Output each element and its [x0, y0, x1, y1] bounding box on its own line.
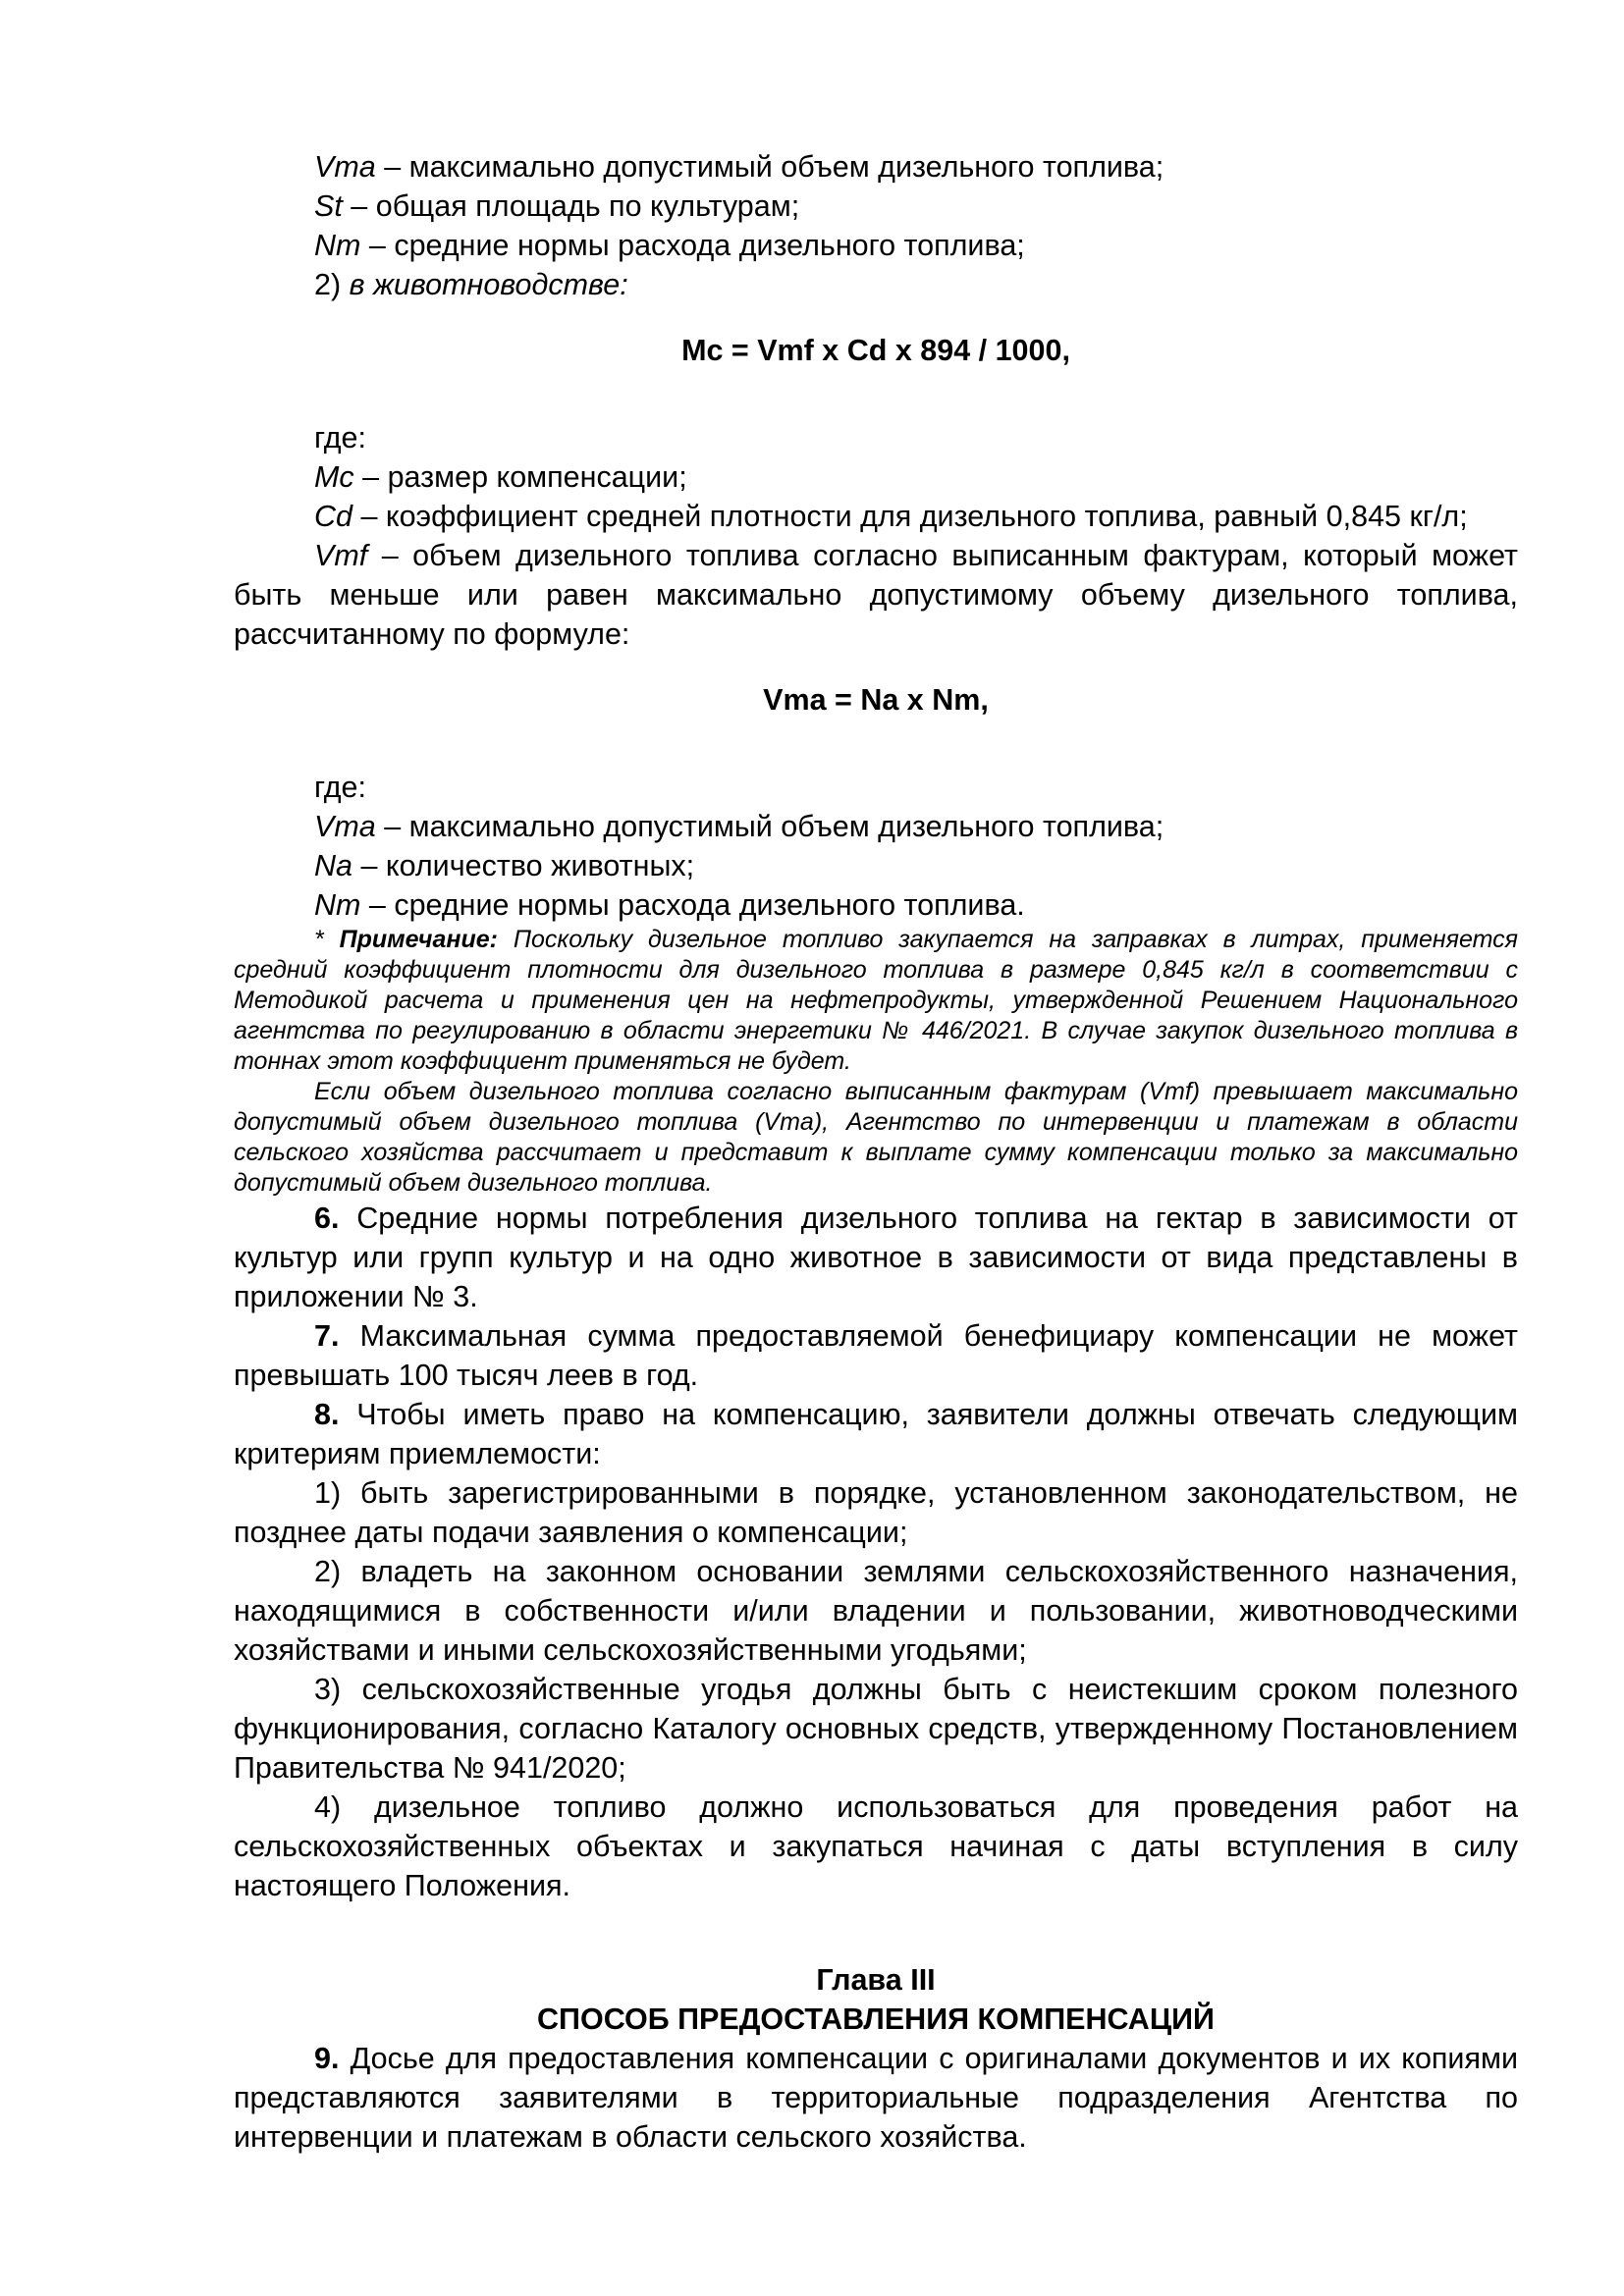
- where-label-2: где:: [314, 771, 366, 804]
- definition-nm-top: Nm – средние нормы расхода дизельного топлива;: [314, 229, 1025, 262]
- livestock-subitem: 2) в животноводстве:: [314, 268, 628, 301]
- chapter-number: Глава III: [816, 1963, 936, 1997]
- note-label: Примечание:: [339, 926, 498, 953]
- definition-na: Na – количество животных;: [314, 849, 695, 882]
- point-7: 7. Максимальная сумма предоставляемой бенефициару компенсации не может превышать 100 тысяч леев в год.: [234, 1319, 1518, 1392]
- definition-cd: Cd – коэффициент средней плотности для дизельного топлива, равный 0,845 кг/л;: [314, 500, 1468, 533]
- note-paragraph-2: Если объем дизельного топлива согласно выписанным фактурам (Vmf) превышает максимально допустимый объем дизельного топлива (Vma), Агентство по интервенции и платежам в области сельского хозяйства рассчитает и представит к выплате сумму компенсации только за максимально допустимый объем дизельного топлива.: [234, 1078, 1518, 1197]
- chapter-title: СПОСОБ ПРЕДОСТАВЛЕНИЯ КОМПЕНСАЦИЙ: [537, 2002, 1215, 2036]
- formula-vma: Vma = Na x Nm,: [763, 683, 989, 717]
- criterion-2: 2) владеть на законном основании землями сельскохозяйственного назначения, находящимися в собственности и/или владении и пользовании, животноводческими хозяйствами и иными сельскохозяйственными угодьями;: [234, 1555, 1518, 1667]
- definition-vma-bottom: Vma – максимально допустимый объем дизельного топлива;: [314, 810, 1164, 843]
- point-8: 8. Чтобы иметь право на компенсацию, заявители должны отвечать следующим критериям приемлемости:: [234, 1398, 1518, 1470]
- definition-nm-bottom: Nm – средние нормы расхода дизельного топлива.: [314, 888, 1025, 922]
- document-page: [234, 147, 1518, 2157]
- definition-mc: Mc – размер компенсации;: [314, 460, 687, 494]
- criterion-3: 3) сельскохозяйственные угодья должны быть с неистекшим сроком полезного функционирования, согласно Каталогу основных средств, утвержденному Постановлением Правительства № 941/2020;: [234, 1673, 1518, 1785]
- note-paragraph-1: * Примечание: Поскольку дизельное топливо закупается на заправках в литрах, применяется средний коэффициент плотности для дизельного топлива в размере 0,845 кг/л в соответствии с Методикой расчета и применения цен на нефтепродукты, утвержденной Решением Национального агентства по регулированию в области энергетики № 446/2021. В случае закупок дизельного топлива в тоннах этот коэффициент применяться не будет.: [234, 926, 1518, 1075]
- where-label-1: где:: [314, 421, 366, 454]
- definition-vmf: Vmf – объем дизельного топлива согласно выписанным фактурам, который может быть меньше или равен максимально допустимому объему дизельного топлива, рассчитанному по формуле:: [234, 539, 1518, 651]
- point-9: 9. Досье для предоставления компенсации с оригиналами документов и их копиями представляются заявителями в территориальные подразделения Агентства по интервенции и платежам в области сельского хозяйства.: [234, 2042, 1518, 2154]
- criterion-4: 4) дизельное топливо должно использоваться для проведения работ на сельскохозяйственных объектах и закупаться начиная с даты вступления в силу настоящего Положения.: [234, 1790, 1518, 1902]
- criterion-1: 1) быть зарегистрированными в порядке, установленном законодательством, не позднее даты подачи заявления о компенсации;: [234, 1476, 1518, 1549]
- definition-st: St – общая площадь по культурам;: [314, 189, 800, 223]
- definition-vma-top: Vma – максимально допустимый объем дизельного топлива;: [314, 150, 1164, 184]
- formula-mc: Mc = Vmf x Cd x 894 / 1000,: [681, 334, 1070, 367]
- point-6: 6. Средние нормы потребления дизельного топлива на гектар в зависимости от культур или групп культур и на одно животное в зависимости от вида представлены в приложении № 3.: [234, 1201, 1518, 1313]
